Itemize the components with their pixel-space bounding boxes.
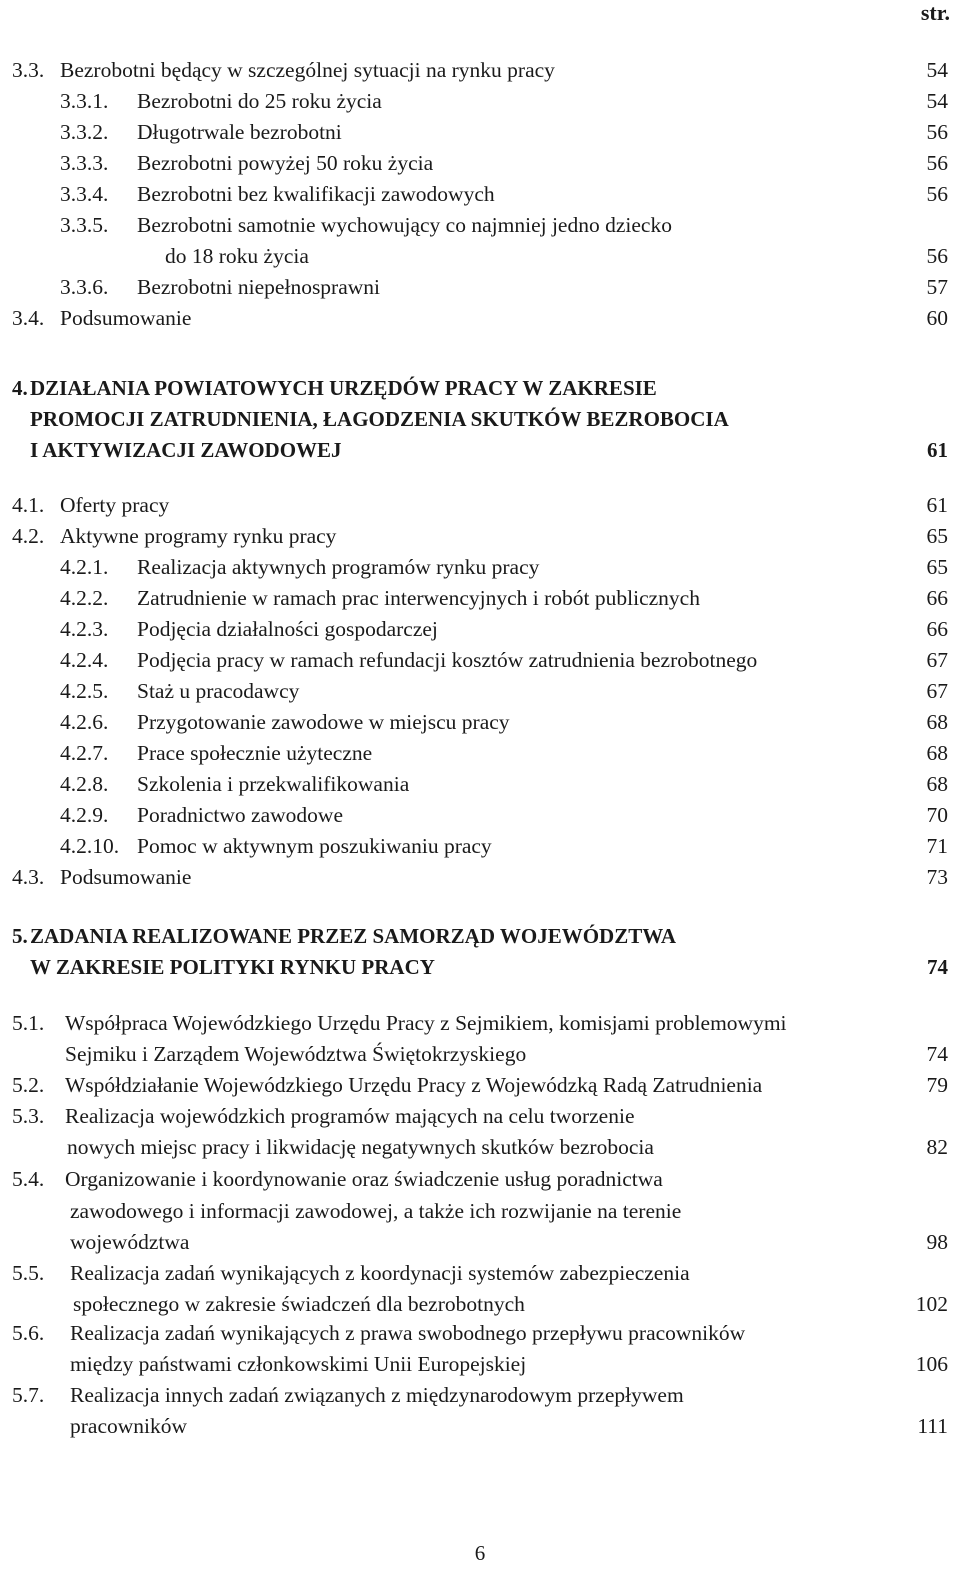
toc-entry-number: 3.3.3.	[60, 151, 109, 175]
toc-entry[interactable]	[0, 435, 948, 465]
toc-entry[interactable]	[0, 148, 948, 178]
toc-entry-title: Zatrudnienie w ramach prac interwencyjnych i robót publicznych	[137, 586, 700, 610]
toc-entry-page: 65	[926, 524, 948, 548]
toc-entry-number: 3.3.	[12, 58, 45, 82]
toc-entry[interactable]	[0, 1039, 948, 1069]
toc-entry[interactable]	[0, 1318, 948, 1348]
toc-entry-title: PROMOCJI ZATRUDNIENIA, ŁAGODZENIA SKUTKÓW BEZROBOCIA	[30, 407, 729, 431]
toc-entry[interactable]	[0, 55, 948, 85]
toc-entry-number: 4.2.2.	[60, 586, 109, 610]
toc-entry[interactable]	[0, 1289, 948, 1319]
toc-entry-title: województwa	[70, 1230, 190, 1254]
toc-entry[interactable]	[0, 800, 948, 830]
toc-entry[interactable]	[0, 1258, 948, 1288]
toc-entry-title: W ZAKRESIE POLITYKI RYNKU PRACY	[30, 955, 435, 979]
toc-entry[interactable]	[0, 862, 948, 892]
toc-entry-page: 66	[926, 617, 948, 641]
toc-entry-number: 4.2.9.	[60, 803, 109, 827]
toc-entry[interactable]	[0, 707, 948, 737]
toc-entry[interactable]	[0, 241, 948, 271]
toc-entry-page: 61	[927, 438, 948, 462]
toc-entry-title: Współpraca Wojewódzkiego Urzędu Pracy z Sejmikiem, komisjami problemowymi	[65, 1011, 787, 1035]
toc-entry-number: 4.2.8.	[60, 772, 109, 796]
toc-entry-page: 68	[926, 741, 948, 765]
toc-entry[interactable]	[0, 921, 948, 951]
toc-entry-title: Poradnictwo zawodowe	[137, 803, 343, 827]
toc-entry-title: Długotrwale bezrobotni	[137, 120, 342, 144]
toc-entry-title: Bezrobotni powyżej 50 roku życia	[137, 151, 434, 175]
toc-entry-title: I AKTYWIZACJI ZAWODOWEJ	[30, 438, 342, 462]
toc-entry-number: 5.2.	[12, 1073, 45, 1097]
toc-entry-number: 4.2.6.	[60, 710, 109, 734]
page-column-header: str.	[920, 0, 950, 25]
toc-entry[interactable]	[0, 1132, 948, 1162]
toc-entry-page: 74	[927, 955, 948, 979]
toc-entry-page: 68	[926, 772, 948, 796]
toc-entry-page: 56	[926, 151, 948, 175]
toc-entry-number: 4.1.	[12, 493, 45, 517]
toc-entry-title: Realizacja zadań wynikających z prawa swobodnego przepływu pracowników	[70, 1321, 746, 1345]
toc-entry-page: 56	[926, 244, 948, 268]
toc-entry-page: 56	[926, 120, 948, 144]
toc-entry[interactable]	[0, 676, 948, 706]
toc-entry-page: 65	[926, 555, 948, 579]
toc-entry[interactable]	[0, 769, 948, 799]
toc-entry-page: 61	[926, 493, 948, 517]
toc-entry-page: 74	[926, 1042, 948, 1066]
toc-entry-page: 111	[917, 1414, 948, 1438]
toc-entry-page: 73	[926, 865, 948, 889]
toc-entry[interactable]	[0, 210, 948, 240]
toc-entry-page: 82	[926, 1135, 948, 1159]
toc-entry-number: 5.1.	[12, 1011, 45, 1035]
toc-entry-title: Organizowanie i koordynowanie oraz świadczenie usług poradnictwa	[65, 1167, 663, 1191]
toc-entry-page: 67	[926, 648, 948, 672]
toc-entry[interactable]	[0, 583, 948, 613]
toc-entry-title: Podjęcia działalności gospodarczej	[137, 617, 438, 641]
toc-entry-page: 68	[926, 710, 948, 734]
toc-entry[interactable]	[0, 552, 948, 582]
page-number: 6	[474, 1541, 486, 1565]
toc-entry-page: 57	[926, 275, 948, 299]
toc-entry-title: nowych miejsc pracy i likwidację negatywnych skutków bezrobocia	[67, 1135, 654, 1159]
toc-entry-number: 3.3.6.	[60, 275, 109, 299]
toc-entry-title: zawodowego i informacji zawodowej, a także ich rozwijanie na terenie	[70, 1199, 682, 1223]
toc-entry[interactable]	[0, 1070, 948, 1100]
toc-entry[interactable]	[0, 404, 948, 434]
toc-entry-page: 56	[926, 182, 948, 206]
toc-entry-title: Podsumowanie	[60, 865, 192, 889]
toc-entry-page: 54	[926, 89, 948, 113]
toc-entry-number: 3.3.1.	[60, 89, 109, 113]
toc-entry[interactable]	[0, 86, 948, 116]
toc-entry[interactable]	[0, 1196, 948, 1226]
toc-entry[interactable]	[0, 1380, 948, 1410]
toc-entry-title: Realizacja zadań wynikających z koordynacji systemów zabezpieczenia	[70, 1261, 690, 1285]
toc-entry-page: 70	[926, 803, 948, 827]
toc-entry-number: 4.	[12, 376, 28, 400]
toc-entry-number: 4.2.4.	[60, 648, 109, 672]
toc-entry-title: Bezrobotni samotnie wychowujący co najmniej jedno dziecko	[137, 213, 672, 237]
toc-entry-number: 3.3.2.	[60, 120, 109, 144]
toc-entry[interactable]	[0, 1411, 948, 1441]
toc-entry[interactable]	[0, 373, 948, 403]
toc-entry-number: 5.	[12, 924, 28, 948]
toc-entry[interactable]	[0, 1164, 948, 1194]
toc-entry[interactable]	[0, 738, 948, 768]
toc-entry-title: Szkolenia i przekwalifikowania	[137, 772, 410, 796]
toc-entry-page: 60	[926, 306, 948, 330]
toc-entry-title: społecznego w zakresie świadczeń dla bezrobotnych	[73, 1292, 525, 1316]
toc-entry-number: 5.6.	[12, 1321, 45, 1345]
toc-entry-title: Aktywne programy rynku pracy	[60, 524, 337, 548]
toc-entry-title: pracowników	[70, 1414, 188, 1438]
toc-entry-title: Prace społecznie użyteczne	[137, 741, 373, 765]
toc-entry-title: Współdziałanie Wojewódzkiego Urzędu Pracy z Wojewódzką Radą Zatrudnienia	[65, 1073, 763, 1097]
toc-entry-title: Realizacja aktywnych programów rynku pracy	[137, 555, 540, 579]
toc-entry[interactable]	[0, 303, 948, 333]
toc-entry-page: 79	[926, 1073, 948, 1097]
toc-entry-number: 4.2.7.	[60, 741, 109, 765]
toc-entry-number: 4.2.1.	[60, 555, 109, 579]
toc-entry-title: Sejmiku i Zarządem Województwa Świętokrzyskiego	[65, 1042, 527, 1066]
toc-entry-title: Realizacja wojewódzkich programów mających na celu tworzenie	[65, 1104, 635, 1128]
toc-entry[interactable]	[0, 490, 948, 520]
toc-entry-title: Realizacja innych zadań związanych z międzynarodowym przepływem	[70, 1383, 684, 1407]
toc-entry[interactable]	[0, 645, 948, 675]
toc-entry-number: 3.3.5.	[60, 213, 109, 237]
toc-entry[interactable]	[0, 1349, 948, 1379]
toc-entry-title: Bezrobotni niepełnosprawni	[137, 275, 381, 299]
toc-entry-number: 4.2.	[12, 524, 45, 548]
toc-entry-page: 67	[926, 679, 948, 703]
toc-entry[interactable]	[0, 1227, 948, 1257]
toc-entry-number: 5.7.	[12, 1383, 45, 1407]
toc-entry[interactable]	[0, 117, 948, 147]
toc-entry-number: 5.3.	[12, 1104, 45, 1128]
toc-entry-title: Pomoc w aktywnym poszukiwaniu pracy	[137, 834, 492, 858]
toc-entry-number: 3.4.	[12, 306, 45, 330]
toc-entry-page: 71	[926, 834, 948, 858]
toc-entry-title: DZIAŁANIA POWIATOWYCH URZĘDÓW PRACY W ZAKRESIE	[30, 376, 657, 400]
toc-entry-title: Przygotowanie zawodowe w miejscu pracy	[137, 710, 510, 734]
toc-entry-title: do 18 roku życia	[165, 244, 309, 268]
toc-entry-title: Podsumowanie	[60, 306, 192, 330]
toc-entry-number: 4.2.3.	[60, 617, 109, 641]
toc-entry[interactable]	[0, 1101, 948, 1131]
toc-entry-title: Podjęcia pracy w ramach refundacji kosztów zatrudnienia bezrobotnego	[137, 648, 758, 672]
toc-entry-page: 106	[915, 1352, 948, 1376]
toc-entry-title: Bezrobotni będący w szczególnej sytuacji na rynku pracy	[60, 58, 555, 82]
toc-entry[interactable]	[0, 614, 948, 644]
toc-entry-title: Bezrobotni do 25 roku życia	[137, 89, 382, 113]
toc-entry-title: Bezrobotni bez kwalifikacji zawodowych	[137, 182, 495, 206]
toc-entry[interactable]	[0, 521, 948, 551]
toc-entry-page: 102	[915, 1292, 948, 1316]
toc-entry-title: Oferty pracy	[60, 493, 170, 517]
toc-entry[interactable]	[0, 1008, 948, 1038]
toc-entry-number: 3.3.4.	[60, 182, 109, 206]
toc-entry-number: 5.5.	[12, 1261, 45, 1285]
toc-entry-number: 4.3.	[12, 865, 45, 889]
toc-entry-page: 54	[926, 58, 948, 82]
toc-entry-number: 4.2.5.	[60, 679, 109, 703]
toc-entry-title: między państwami członkowskimi Unii Europejskiej	[70, 1352, 527, 1376]
toc-entry[interactable]	[0, 179, 948, 209]
toc-entry[interactable]	[0, 831, 948, 861]
toc-entry[interactable]	[0, 272, 948, 302]
toc-entry-page: 66	[926, 586, 948, 610]
toc-entry-title: Staż u pracodawcy	[137, 679, 300, 703]
toc-entry-page: 98	[926, 1230, 948, 1254]
toc-entry-number: 4.2.10.	[60, 834, 120, 858]
toc-entry[interactable]	[0, 952, 948, 982]
toc-entry-title: ZADANIA REALIZOWANE PRZEZ SAMORZĄD WOJEWÓDZTWA	[30, 924, 677, 948]
toc-entry-number: 5.4.	[12, 1167, 45, 1191]
